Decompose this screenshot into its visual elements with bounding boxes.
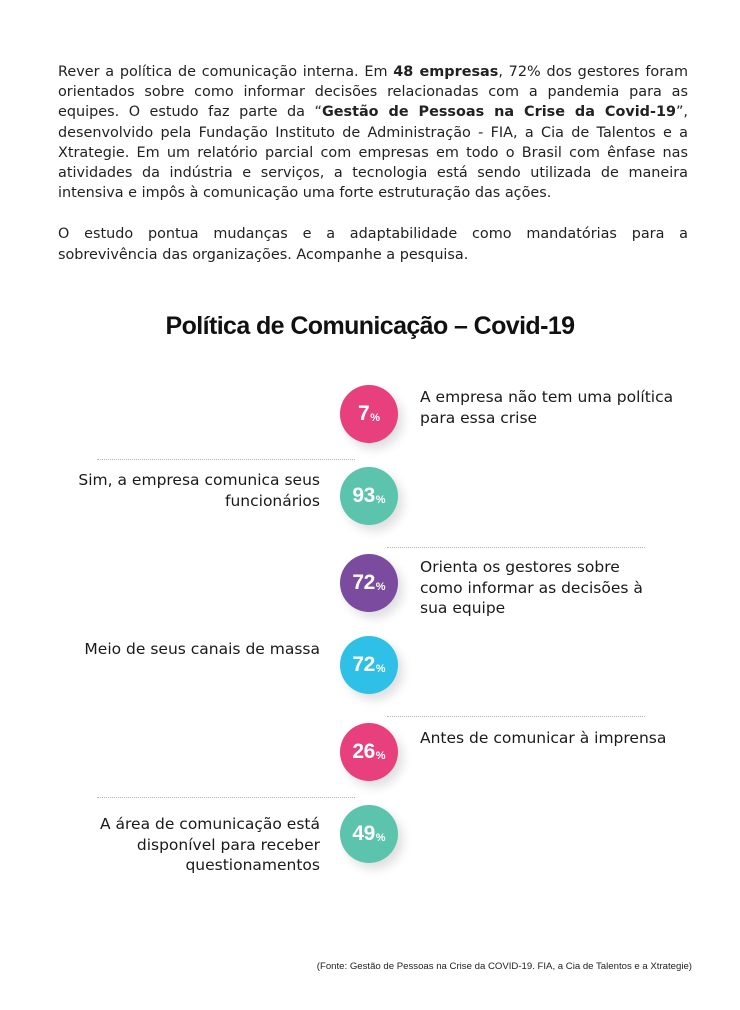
divider-line: [387, 547, 645, 548]
intro-highlight-study: Gestão de Pessoas na Crise da Covid-19: [321, 104, 676, 121]
divider-line: [97, 459, 355, 460]
stat-label-6: A área de comunicação está disponível para receber questionamentos: [99, 815, 320, 874]
stat-circle-6: [340, 805, 398, 863]
stat-label-3: Orienta os gestores sobre como informar as decisões à sua equipe: [420, 558, 643, 617]
percent-sign: %: [370, 411, 380, 424]
stat-value: 72: [352, 653, 375, 676]
intro-paragraph-2: O estudo pontua mudanças e a adaptabilidade como mandatórias para a sobrevivência das organizações. Acompanhe a pesquisa.: [58, 226, 688, 263]
source-footnote: (Fonte: Gestão de Pessoas na Crise da COVID-19. FIA, a Cia de Talentos e a Xtrategie): [316, 961, 692, 972]
intro-text: [58, 62, 688, 286]
divider-line: [387, 716, 645, 717]
intro-paragraph-1: [58, 62, 688, 203]
intro-text-segment: , 72% dos gestores foram orientados sobre como informar decisões relacionadas com a pandemia para as equipes. O estudo faz parte da “: [58, 64, 688, 121]
divider-line: [97, 797, 355, 798]
infographic-title: Política de Comunicação – Covid-19: [165, 312, 575, 340]
stat-value: 72: [352, 571, 375, 594]
stat-value: 7: [358, 402, 370, 425]
intro-text-segment: ”, desenvolvido pela Fundação Instituto de Administração - FIA, a Cia de Talentos e a Xtrategie. Em um relatório parcial com empresas em todo o Brasil com ênfase nas atividades da indústria e serviços, a tecnologia está sendo utilizada de maneira intensiva e impôs à comunicação uma forte estruturação das ações.: [58, 104, 688, 202]
stat-label-4: Meio de seus canais de massa: [84, 640, 320, 658]
percent-sign: %: [375, 831, 386, 844]
stat-value: 93: [352, 484, 375, 507]
stat-label-1: A empresa não tem uma política para essa crise: [420, 388, 674, 427]
intro-text-segment: Rever a política de comunicação interna. Em: [58, 64, 394, 80]
stat-circle-3: [340, 554, 398, 612]
percent-sign: %: [375, 662, 386, 675]
stat-circle-4: [340, 636, 398, 694]
percent-sign: %: [375, 580, 386, 593]
stat-circle-5: [340, 723, 398, 781]
stat-circle-2: [340, 467, 398, 525]
stat-value: 26: [352, 740, 375, 763]
stat-circle-1: [340, 385, 398, 443]
percent-sign: %: [375, 749, 386, 762]
stat-label-2: Sim, a empresa comunica seus funcionários: [78, 471, 320, 510]
stat-value: 49: [352, 822, 375, 845]
intro-highlight-companies: 48 empresas: [393, 64, 499, 80]
stat-label-5: Antes de comunicar à imprensa: [420, 729, 667, 747]
percent-sign: %: [375, 493, 386, 506]
